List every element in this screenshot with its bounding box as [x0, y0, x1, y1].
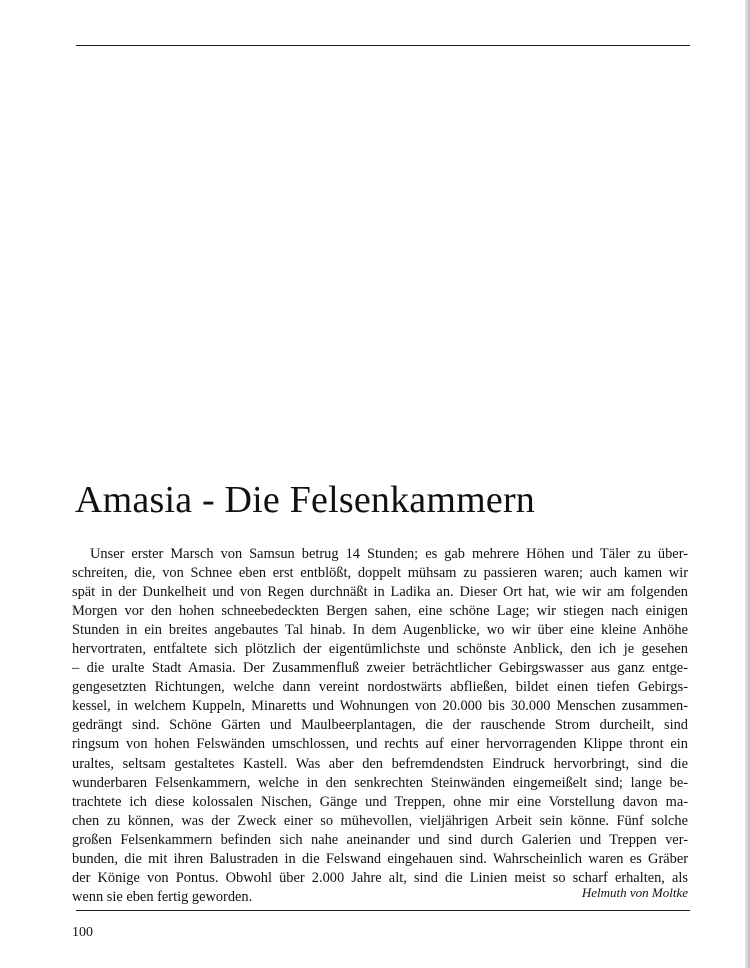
body-line: gedrängt sind. Schöne Gärten und Maulbeerplantagen, die der rauschende Strom durcheilt, sind	[72, 717, 688, 734]
page-edge	[745, 0, 750, 968]
body-line: hervortraten, entfaltete sich plötzlich der eigentümlichste und schönste Anblick, den ich je gesehen	[72, 641, 688, 658]
top-rule	[76, 45, 690, 46]
body-line: schreiten, die, von Schnee eben erst entblößt, doppelt mühsam zu passieren waren; auch kamen wir	[72, 565, 688, 582]
body-line: Morgen vor den hohen schneebedeckten Bergen sahen, eine schöne Lage; wir stiegen nach einigen	[72, 603, 688, 620]
body-line: spät in der Dunkelheit und von Regen durchnäßt in Ladika an. Dieser Ort hat, wie wir am folgenden	[72, 584, 688, 601]
bottom-rule	[76, 910, 690, 911]
body-line: großen Felsenkammern befinden sich nahe aneinander und sind durch Galerien und Treppen ver-	[72, 831, 688, 848]
body-line: – die uralte Stadt Amasia. Der Zusammenfluß zweier beträchtlicher Gebirgswasser aus ganz entge-	[72, 660, 688, 677]
body-line: bunden, die mit ihren Balustraden in die Felswand eingehauen sind. Wahrscheinlich waren es Gräber	[72, 850, 688, 867]
body-line: ringsum von hohen Felswänden umschlossen, und rechts auf einer hervorragenden Klippe thront ein	[72, 736, 688, 753]
body-line: Stunden in ein breites angebautes Tal hinab. In dem Augenblicke, wo wir über eine kleine Anhöhe	[72, 622, 688, 639]
body-line: chen zu können, was der Zweck einer so mühevollen, vieljährigen Arbeit sein könne. Fünf solche	[72, 812, 688, 829]
body-line: gengesetzten Richtungen, welche dann vereint nordostwärts abfließen, bildet einen tiefen Gebirgs-	[72, 679, 688, 696]
body-line: der Könige von Pontus. Obwohl über 2.000 Jahre alt, sind die Linien meist so scharf erhalten, als	[72, 869, 688, 886]
page-number: 100	[72, 925, 93, 940]
body-line: trachtete ich diese kolossalen Nischen, Gänge und Treppen, ohne mir eine Vorstellung davon ma-	[72, 793, 688, 810]
author-signature: Helmuth von Moltke	[581, 885, 688, 900]
body-line: Unser erster Marsch von Samsun betrug 14 Stunden; es gab mehrere Höhen und Täler zu über-	[90, 546, 688, 562]
page-title: Amasia - Die Felsenkammern	[75, 479, 536, 521]
body-line: kessel, in welchem Kuppeln, Minaretts und Wohnungen von 20.000 bis 30.000 Menschen zusammen-	[72, 698, 688, 715]
body-line: wenn sie eben fertig geworden.	[72, 888, 253, 905]
body-line: uraltes, seltsam gestaltetes Kastell. Was aber den befremdendsten Eindruck hervorbringt, sind die	[72, 755, 688, 772]
body-text	[72, 545, 688, 907]
body-line: wunderbaren Felsenkammern, welche in den senkrechten Steinwänden eingemeißelt sind; lange be-	[72, 774, 688, 791]
